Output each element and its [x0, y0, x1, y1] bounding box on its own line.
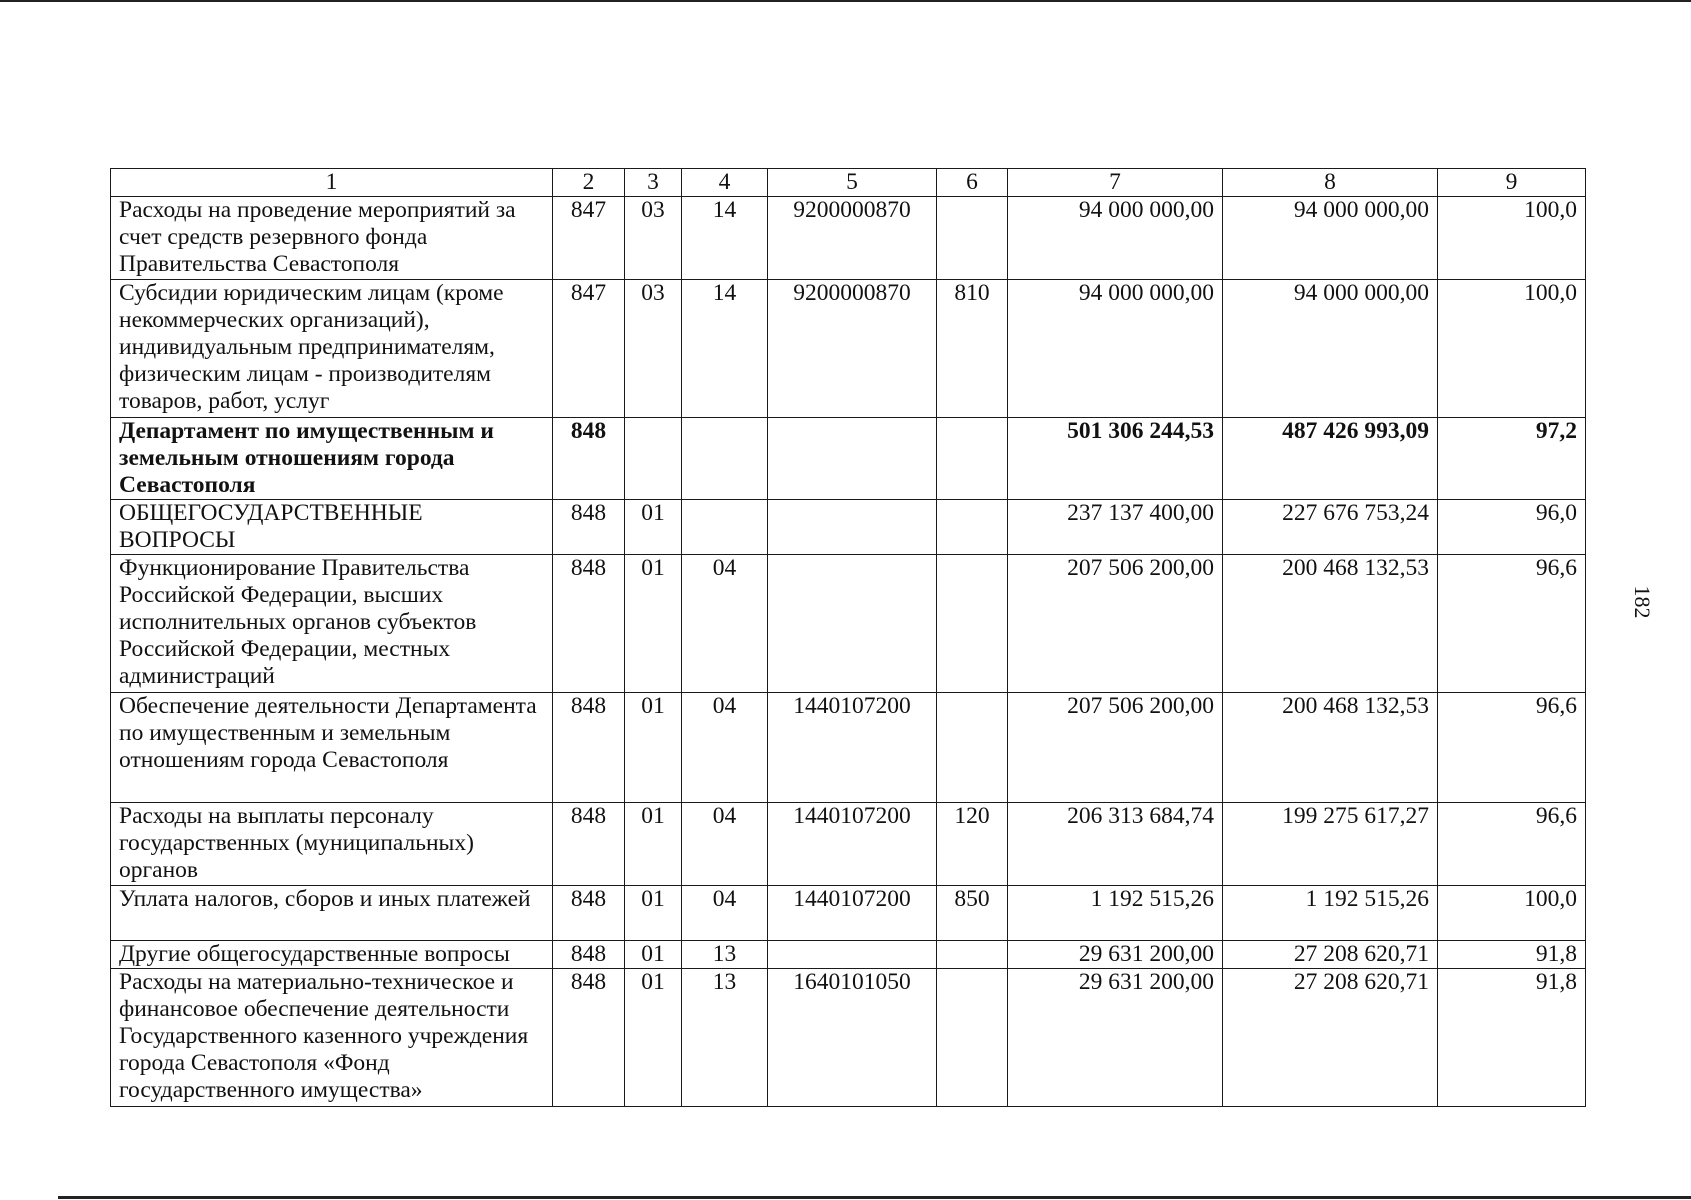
cell-col-6 [937, 500, 1008, 555]
cell-col-8: 1 192 515,26 [1223, 886, 1438, 941]
row-name: Обеспечение деятельности Департамента по имущественным и земельным отношениям города Севастополя [111, 693, 553, 803]
cell-col-4: 04 [682, 555, 768, 693]
table-row [111, 886, 1586, 941]
cell-col-2: 848 [553, 886, 625, 941]
cell-col-8: 200 468 132,53 [1223, 693, 1438, 803]
cell-col-4 [682, 418, 768, 500]
cell-col-2: 848 [553, 969, 625, 1107]
row-name: Другие общегосударственные вопросы [111, 941, 553, 969]
cell-col-9: 100,0 [1438, 197, 1586, 280]
cell-col-3: 01 [625, 693, 682, 803]
row-name: Субсидии юридическим лицам (кроме некоммерческих организаций), индивидуальным предпринимателям, физическим лицам - производителям товаров, работ, услуг [111, 280, 553, 418]
cell-col-4: 04 [682, 693, 768, 803]
cell-col-5: 1440107200 [768, 803, 937, 886]
cell-col-5 [768, 500, 937, 555]
cell-col-7: 501 306 244,53 [1008, 418, 1223, 500]
cell-col-2: 848 [553, 500, 625, 555]
table-row [111, 197, 1586, 280]
cell-col-2: 848 [553, 693, 625, 803]
cell-col-9: 100,0 [1438, 280, 1586, 418]
cell-col-5: 1440107200 [768, 693, 937, 803]
page-number: 182 [1630, 585, 1655, 619]
cell-col-4: 14 [682, 197, 768, 280]
cell-col-9: 97,2 [1438, 418, 1586, 500]
cell-col-3: 01 [625, 886, 682, 941]
header-col-8: 8 [1223, 169, 1438, 197]
cell-col-9: 96,6 [1438, 693, 1586, 803]
table-row [111, 693, 1586, 803]
cell-col-6 [937, 693, 1008, 803]
header-col-5: 5 [768, 169, 937, 197]
scan-edge-bottom [58, 1196, 1691, 1199]
cell-col-7: 29 631 200,00 [1008, 969, 1223, 1107]
header-col-1: 1 [111, 169, 553, 197]
cell-col-8: 94 000 000,00 [1223, 197, 1438, 280]
header-col-3: 3 [625, 169, 682, 197]
cell-col-8: 487 426 993,09 [1223, 418, 1438, 500]
cell-col-8: 227 676 753,24 [1223, 500, 1438, 555]
header-col-2: 2 [553, 169, 625, 197]
row-name: Департамент по имущественным и земельным отношениям города Севастополя [111, 418, 553, 500]
row-name: Расходы на материально-техническое и финансовое обеспечение деятельности Государственного казенного учреждения города Севастополя «Фонд государственного имущества» [111, 969, 553, 1107]
cell-col-9: 100,0 [1438, 886, 1586, 941]
cell-col-5 [768, 941, 937, 969]
cell-col-8: 199 275 617,27 [1223, 803, 1438, 886]
row-name: Расходы на выплаты персоналу государственных (муниципальных) органов [111, 803, 553, 886]
row-name: Расходы на проведение мероприятий за счет средств резервного фонда Правительства Севастополя [111, 197, 553, 280]
cell-col-6: 850 [937, 886, 1008, 941]
cell-col-3: 01 [625, 500, 682, 555]
cell-col-6 [937, 418, 1008, 500]
cell-col-4 [682, 500, 768, 555]
cell-col-9: 96,0 [1438, 500, 1586, 555]
cell-col-3 [625, 418, 682, 500]
cell-col-7: 207 506 200,00 [1008, 555, 1223, 693]
cell-col-3: 01 [625, 555, 682, 693]
cell-col-7: 94 000 000,00 [1008, 197, 1223, 280]
cell-col-3: 01 [625, 969, 682, 1107]
cell-col-8: 27 208 620,71 [1223, 969, 1438, 1107]
cell-col-6 [937, 969, 1008, 1107]
cell-col-2: 848 [553, 803, 625, 886]
cell-col-4: 14 [682, 280, 768, 418]
cell-col-3: 03 [625, 197, 682, 280]
cell-col-5 [768, 418, 937, 500]
row-name: Функционирование Правительства Российской Федерации, высших исполнительных органов субъектов Российской Федерации, местных администраций [111, 555, 553, 693]
cell-col-4: 13 [682, 941, 768, 969]
cell-col-5 [768, 555, 937, 693]
row-name: Уплата налогов, сборов и иных платежей [111, 886, 553, 941]
cell-col-6: 120 [937, 803, 1008, 886]
cell-col-4: 13 [682, 969, 768, 1107]
cell-col-2: 848 [553, 418, 625, 500]
table-row [111, 280, 1586, 418]
header-col-9: 9 [1438, 169, 1586, 197]
cell-col-5: 1440107200 [768, 886, 937, 941]
header-col-7: 7 [1008, 169, 1223, 197]
table-row [111, 555, 1586, 693]
cell-col-7: 207 506 200,00 [1008, 693, 1223, 803]
cell-col-3: 03 [625, 280, 682, 418]
cell-col-2: 847 [553, 197, 625, 280]
cell-col-9: 96,6 [1438, 555, 1586, 693]
header-col-6: 6 [937, 169, 1008, 197]
cell-col-9: 96,6 [1438, 803, 1586, 886]
cell-col-9: 91,8 [1438, 941, 1586, 969]
table-row [111, 969, 1586, 1107]
table-row [111, 418, 1586, 500]
cell-col-5: 9200000870 [768, 280, 937, 418]
scan-edge-top [0, 0, 1691, 2]
header-col-4: 4 [682, 169, 768, 197]
cell-col-7: 29 631 200,00 [1008, 941, 1223, 969]
cell-col-6 [937, 941, 1008, 969]
table-row [111, 941, 1586, 969]
table-body [111, 197, 1586, 1107]
budget-table [110, 168, 1586, 1107]
cell-col-3: 01 [625, 941, 682, 969]
cell-col-2: 848 [553, 941, 625, 969]
cell-col-7: 1 192 515,26 [1008, 886, 1223, 941]
table-row [111, 500, 1586, 555]
table-header [111, 169, 1586, 197]
row-name: ОБЩЕГОСУДАРСТВЕННЫЕ ВОПРОСЫ [111, 500, 553, 555]
cell-col-6: 810 [937, 280, 1008, 418]
cell-col-5: 1640101050 [768, 969, 937, 1107]
table-row [111, 803, 1586, 886]
header-row [111, 169, 1586, 197]
cell-col-7: 237 137 400,00 [1008, 500, 1223, 555]
cell-col-9: 91,8 [1438, 969, 1586, 1107]
cell-col-7: 206 313 684,74 [1008, 803, 1223, 886]
cell-col-2: 847 [553, 280, 625, 418]
cell-col-3: 01 [625, 803, 682, 886]
cell-col-5: 9200000870 [768, 197, 937, 280]
cell-col-2: 848 [553, 555, 625, 693]
cell-col-8: 200 468 132,53 [1223, 555, 1438, 693]
cell-col-8: 94 000 000,00 [1223, 280, 1438, 418]
cell-col-8: 27 208 620,71 [1223, 941, 1438, 969]
cell-col-4: 04 [682, 886, 768, 941]
cell-col-6 [937, 555, 1008, 693]
cell-col-7: 94 000 000,00 [1008, 280, 1223, 418]
cell-col-4: 04 [682, 803, 768, 886]
cell-col-6 [937, 197, 1008, 280]
